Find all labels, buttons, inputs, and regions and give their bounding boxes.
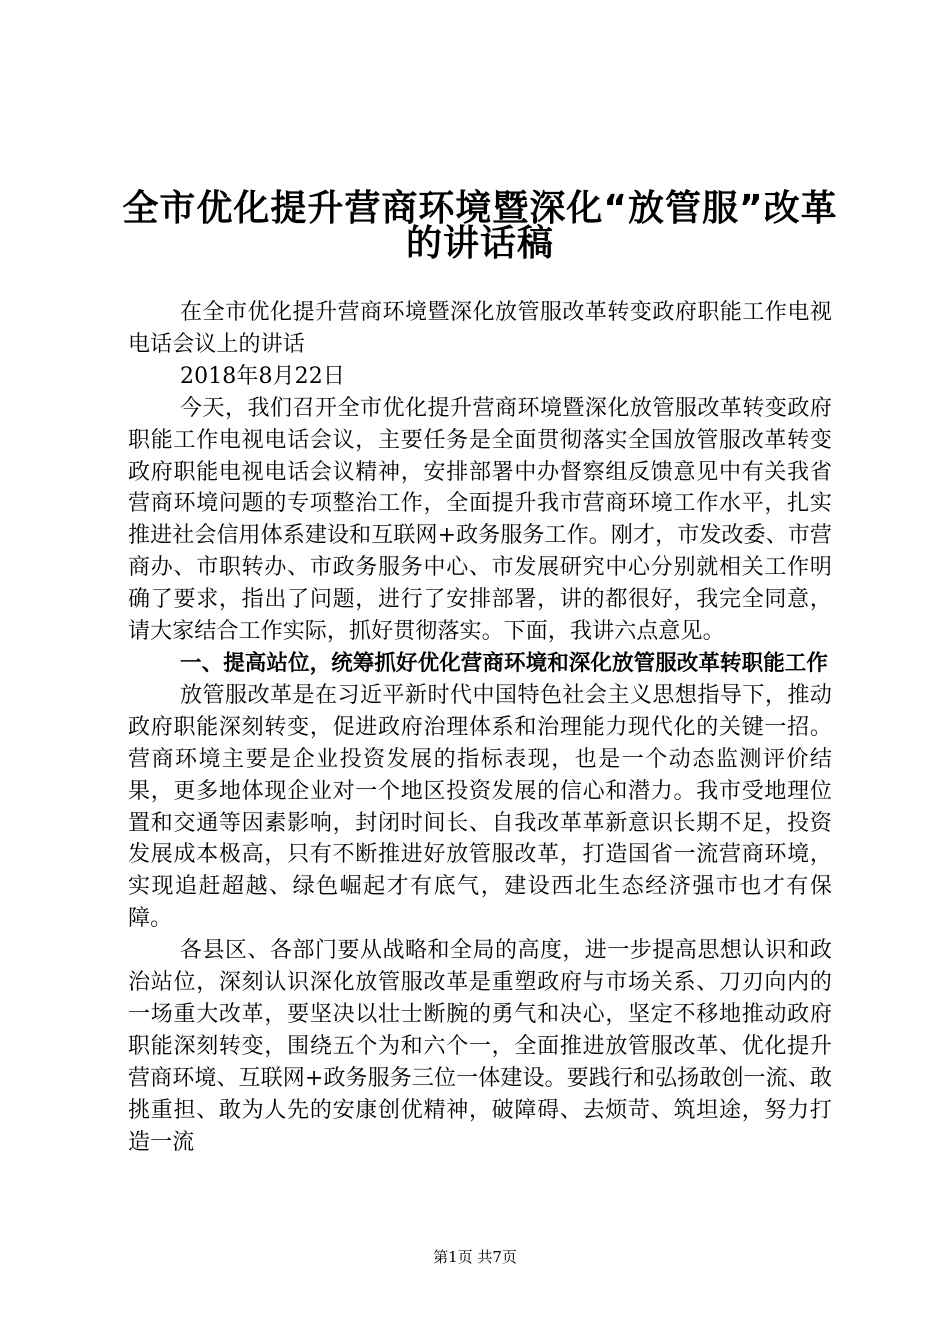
speech-subtitle: 在全市优化提升营商环境暨深化放管服改革转变政府职能工作电视电话会议上的讲话	[128, 300, 832, 357]
body-paragraph: 放管服改革是在习近平新时代中国特色社会主义思想指导下，推动政府职能深刻转变，促进政府治理体系和治理能力现代化的关键一招。营商环境主要是企业投资发展的指标表现，也是一个动态监测评价结果，更多地体现企业对一个地区投资发展的信心和潜力。我市受地理位置和交通等因素影响，封闭时间长、自我改革革新意识长期不足，投资发展成本极高，只有不断推进好放管服改革，打造国省一流营商环境，实现追赶超越、绿色崛起才有底气，建设西北生态经济强市也才有保障。	[128, 682, 832, 932]
section-heading: 一、提高站位，统筹抓好优化营商环境和深化放管服改革转职能工作	[180, 650, 829, 676]
body-paragraph: 今天，我们召开全市优化提升营商环境暨深化放管服改革转变政府职能工作电视电话会议，主要任务是全面贯彻落实全国放管服改革转变政府职能电视电话会议精神，安排部署中办督察组反馈意见中有关我省营商环境问题的专项整治工作，全面提升我市营商环境工作水平，扎实推进社会信用体系建设和互联网+政务服务工作。刚才，市发改委、市营商办、市职转办、市政务服务中心、市发展研究中心分别就相关工作明确了要求，指出了问题，进行了安排部署，讲的都很好，我完全同意，请大家结合工作实际，抓好贯彻落实。下面，我讲六点意见。	[128, 395, 832, 645]
page-footer: 第1页 共7页	[433, 1248, 517, 1266]
speech-date: 2018年8月22日	[180, 363, 345, 389]
document-body	[128, 297, 832, 1158]
document-title-line2: 的讲话稿	[405, 223, 554, 264]
document-title-line1: 全市优化提升营商环境暨深化“放管服”改革	[122, 188, 838, 229]
body-paragraph: 各县区、各部门要从战略和全局的高度，进一步提高思想认识和政治站位，深刻认识深化放管服改革是重塑政府与市场关系、刀刃向内的一场重大改革，要坚决以壮士断腕的勇气和决心，坚定不移地推动政府职能深刻转变，围绕五个为和六个一，全面推进放管服改革、优化提升营商环境、互联网+政务服务三位一体建设。要践行和弘扬敢创一流、敢挑重担、敢为人先的安康创优精神，破障碍、去烦苛、筑坦途，努力打造一流	[128, 938, 832, 1155]
